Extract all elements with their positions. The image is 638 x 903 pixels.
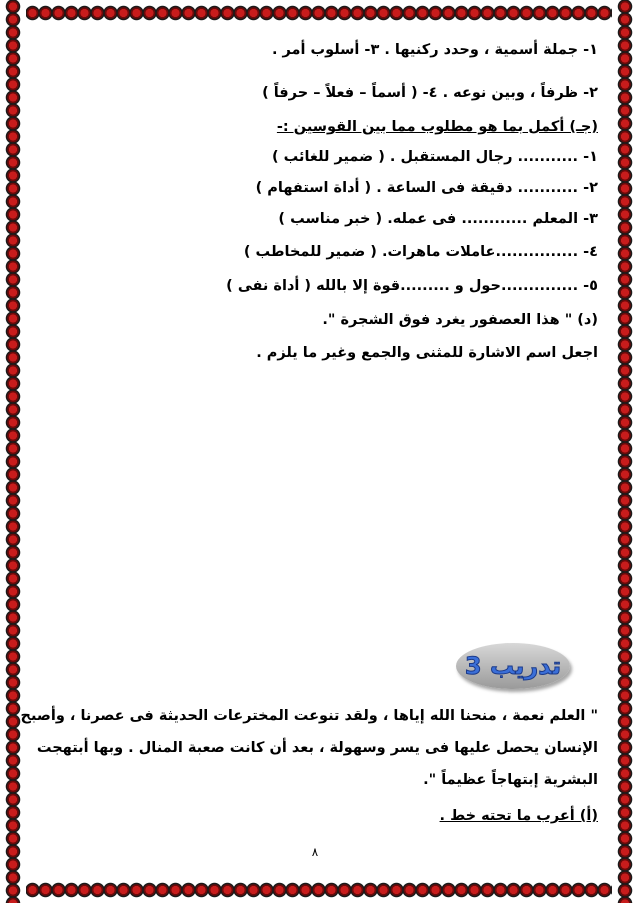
question-line-1: ١- جملة أسمية ، وحدد ركنيها . ٣- أسلوب أمر . — [271, 42, 598, 58]
section-heading-d: (د) " هذا العصفور يغرد فوق الشجرة ". — [322, 312, 598, 328]
page-number: ٨ — [311, 845, 319, 859]
decorative-border-top — [0, 0, 638, 26]
badge-label: تدريب 3 — [464, 652, 562, 680]
decorative-border-left — [0, 0, 26, 903]
paragraph-line-2: الإنسان يحصل عليها فى يسر وسهولة ، بعد أن كانت صعبة المنال . وبها أبتهجت — [36, 740, 598, 756]
fill-blank-item-2: ٢- ........... دقيقة فى الساعة . ( أداة استفهام ) — [255, 180, 598, 196]
section-heading-c: (جـ) أكمل بما هو مطلوب مما بين القوسين :- — [276, 119, 598, 135]
paragraph-line-3: البشرية إبتهاجاً عظيماً ". — [423, 772, 598, 788]
instruction-line: اجعل اسم الاشارة للمثنى والجمع وغير ما يلزم . — [256, 345, 598, 361]
fill-blank-item-4: ٤- ...............عاملات ماهرات. ( ضمير للمخاطب ) — [243, 244, 598, 260]
decorative-border-bottom — [0, 877, 638, 903]
exercise-badge — [456, 643, 570, 689]
decorative-border-right — [612, 0, 638, 903]
fill-blank-item-3: ٣- المعلم ............ فى عمله. ( خبر مناسب ) — [278, 211, 598, 227]
fill-blank-item-1: ١- ........... رجال المستقبل . ( ضمير للغائب ) — [271, 149, 598, 165]
fill-blank-item-5: ٥- ..............حول و .........قوة إلا بالله ( أداة نفى ) — [226, 278, 598, 294]
paragraph-line-1: " العلم نعمة ، منحنا الله إياها ، ولقد تنوعت المخترعات الحديثة فى عصرنا ، وأصبح — [20, 708, 598, 724]
question-line-2: ٢- ظرفاً ، وبين نوعه . ٤- ( أسماً – فعلاً – حرفاً ) — [262, 85, 598, 101]
question-a: (أ) أعرب ما تحته خط . — [439, 808, 598, 824]
